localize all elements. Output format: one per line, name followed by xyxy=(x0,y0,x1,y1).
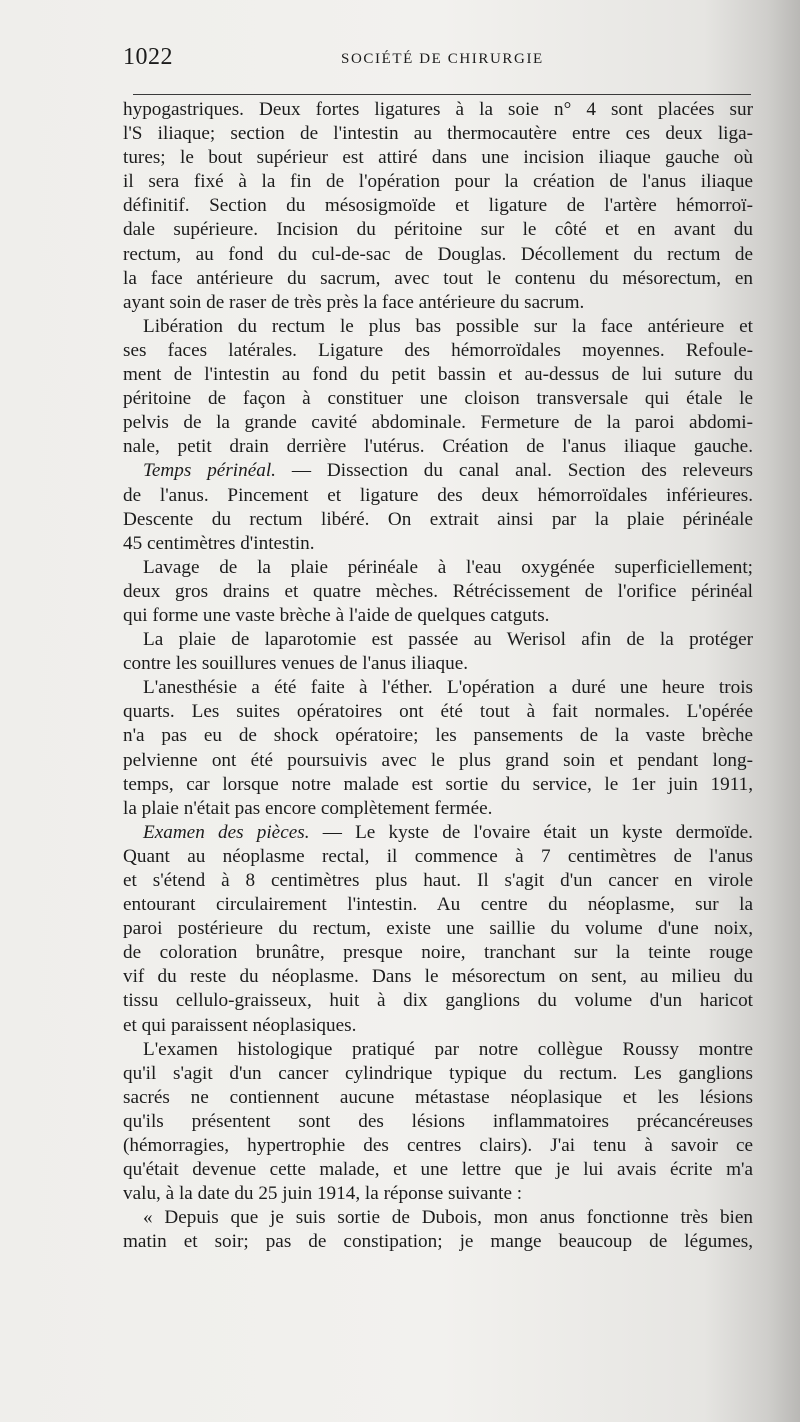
text-line-rest: — Dissection du canal anal. Section des releveurs xyxy=(291,460,753,482)
text-line: dale supérieure. Incision du péritoine sur le côté et en avant du xyxy=(123,219,753,241)
page-number: 1022 xyxy=(123,44,173,70)
text-line: tissu cellulo-graisseux, huit à dix ganglions du volume d'un haricot xyxy=(123,990,753,1012)
text-line: deux gros drains et quatre mèches. Rétrécissement de l'orifice périnéal xyxy=(123,580,753,602)
italic-heading-exam: Examen des pièces. xyxy=(143,821,310,843)
text-line: ayant soin de raser de très près la face antérieure du sacrum. xyxy=(123,291,585,313)
text-line: ment de l'intestin au fond du petit bassin et au-dessus de lui suture du xyxy=(123,364,753,386)
text-line: rectum, au fond du cul-de-sac de Douglas. Décollement du rectum de xyxy=(123,243,753,265)
text-line: définitif. Section du mésosigmoïde et ligature de l'artère hémorroï- xyxy=(123,195,753,217)
text-line: contre les souillures venues de l'anus iliaque. xyxy=(123,653,469,675)
text-line: qu'ils présentent sont des lésions inflammatoires précancéreuses xyxy=(123,1110,753,1132)
text-line: la plaie n'était pas encore complètement fermée. xyxy=(123,797,493,819)
text-line: Libération du rectum le plus bas possible sur la face antérieure et xyxy=(143,315,753,337)
text-line: et s'étend à 8 centimètres plus haut. Il s'agit d'un cancer en virole xyxy=(123,870,753,891)
text-line: et qui paraissent néoplasiques. xyxy=(123,1014,357,1036)
italic-heading-perineal: Temps périnéal. xyxy=(143,460,276,482)
text-line: l'S iliaque; section de l'intestin au thermocautère entre ces deux liga- xyxy=(123,123,753,145)
text-line-exam xyxy=(123,821,753,845)
text-line: Descente du rectum libéré. On extrait ainsi par la plaie périnéale xyxy=(123,508,753,530)
text-line: hypogastriques. Deux fortes ligatures à la soie n° 4 sont placées sur xyxy=(123,99,753,120)
text-line: sacrés ne contiennent aucune métastase néoplasique et les lésions xyxy=(123,1086,753,1108)
text-line: quarts. Les suites opératoires ont été tout à fait normales. L'opérée xyxy=(123,701,753,723)
text-line: de coloration brunâtre, presque noire, tranchant sur la teinte rouge xyxy=(123,942,753,964)
text-line: ses faces latérales. Ligature des hémorroïdales moyennes. Refoule- xyxy=(123,339,753,361)
text-line: valu, à la date du 25 juin 1914, la réponse suivante : xyxy=(123,1183,523,1205)
text-line: paroi postérieure du rectum, existe une saillie du volume d'une noix, xyxy=(123,918,753,940)
text-line: n'a pas eu de shock opératoire; les pansements de la vaste brèche xyxy=(123,725,753,747)
text-line: (hémorragies, hypertrophie des centres clairs). J'ai tenu à savoir ce xyxy=(123,1135,753,1157)
body-text xyxy=(123,98,753,1255)
page-header xyxy=(123,44,753,84)
text-line: péritoine de façon à constituer une cloison transversale qui étale le xyxy=(123,388,753,410)
text-line-perineal xyxy=(123,459,753,483)
text-line: La plaie de laparotomie est passée au Werisol afin de la protéger xyxy=(143,629,753,651)
text-line: L'anesthésie a été faite à l'éther. L'opération a duré une heure trois xyxy=(143,677,753,699)
header-rule xyxy=(133,94,751,95)
text-line: qui forme une vaste brèche à l'aide de quelques catguts. xyxy=(123,604,550,626)
text-line: qu'il s'agit d'un cancer cylindrique typique du rectum. Les ganglions xyxy=(123,1062,753,1084)
text-line: la face antérieure du sacrum, avec tout le contenu du mésorectum, en xyxy=(123,267,753,289)
text-line: matin et soir; pas de constipation; je mange beaucoup de légumes, xyxy=(123,1231,753,1253)
text-line: nale, petit drain derrière l'utérus. Création de l'anus iliaque gauche. xyxy=(123,436,753,458)
text-line-rest: — Le kyste de l'ovaire était un kyste dermoïde. xyxy=(322,821,753,843)
text-line: temps, car lorsque notre malade est sortie du service, le 1er juin 1911, xyxy=(123,773,753,795)
text-line: entourant circulairement l'intestin. Au centre du néoplasme, sur la xyxy=(123,894,753,916)
running-head: SOCIÉTÉ DE CHIRURGIE xyxy=(341,51,544,67)
text-line: il sera fixé à la fin de l'opération pour la création de l'anus iliaque xyxy=(123,171,753,193)
text-line: qu'était devenue cette malade, et une lettre que je lui avais écrite m'a xyxy=(123,1159,753,1181)
text-line: tures; le bout supérieur est attiré dans une incision iliaque gauche où xyxy=(123,147,753,169)
text-line: pelvienne ont été poursuivis avec le plus grand soin et pendant long- xyxy=(123,749,753,771)
text-line: vif du reste du néoplasme. Dans le mésorectum on sent, au milieu du xyxy=(123,966,753,988)
text-line: de l'anus. Pincement et ligature des deux hémorroïdales inférieures. xyxy=(123,484,753,506)
text-line: « Depuis que je suis sortie de Dubois, mon anus fonctionne très bien xyxy=(143,1207,753,1229)
text-line: Lavage de la plaie périnéale à l'eau oxygénée superficiellement; xyxy=(143,556,753,578)
text-line: pelvis de la grande cavité abdominale. Fermeture de la paroi abdomi- xyxy=(123,412,753,434)
text-line: L'examen histologique pratiqué par notre collègue Roussy montre xyxy=(143,1038,753,1060)
text-line: Quant au néoplasme rectal, il commence à 7 centimètres de l'anus xyxy=(123,845,753,867)
text-line: 45 centimètres d'intestin. xyxy=(123,532,315,554)
